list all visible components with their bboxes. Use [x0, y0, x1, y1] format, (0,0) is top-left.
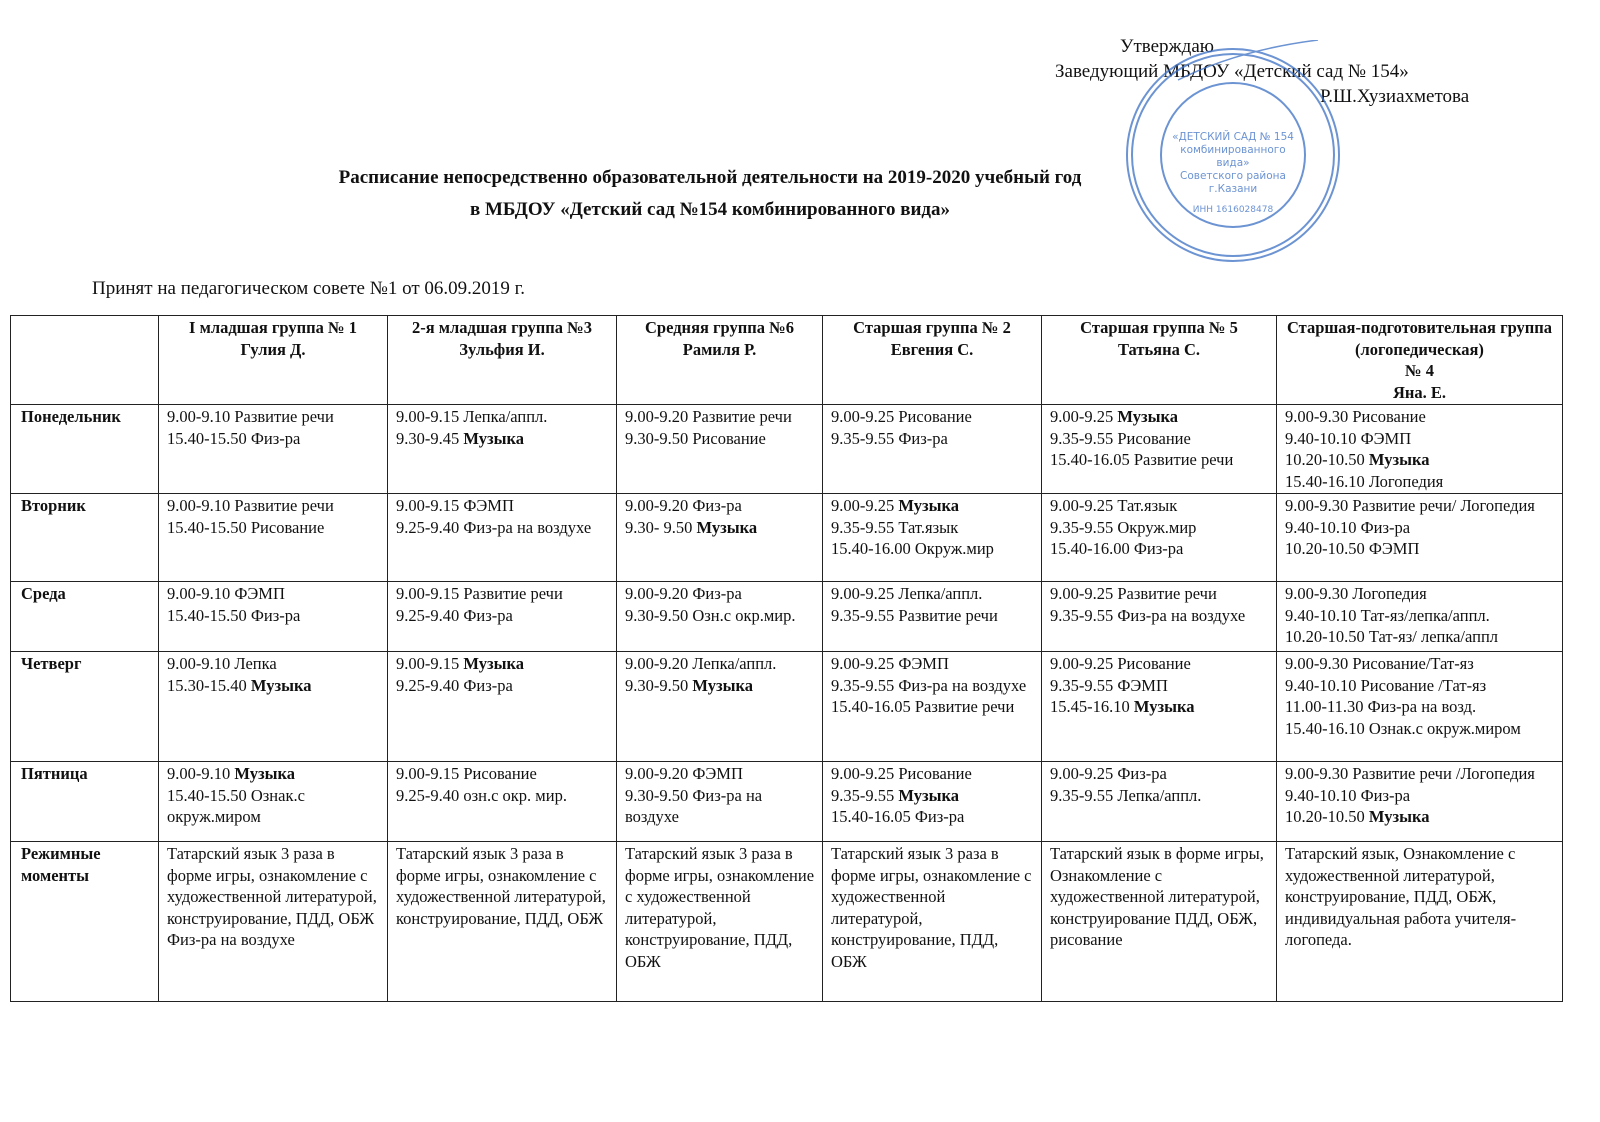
- schedule-cell: [1277, 405, 1563, 494]
- activity-entry: 9.30-9.50 Рисование: [625, 428, 766, 448]
- activity-entry: 9.00-9.25 Рисование: [1050, 654, 1191, 673]
- activity-entry: 9.30-9.45 Музыка: [396, 428, 525, 448]
- schedule-cell: [1042, 582, 1277, 652]
- activity-highlight: Музыка: [898, 496, 960, 515]
- table-row: [11, 762, 1563, 842]
- document-title: [0, 162, 1420, 226]
- activity-highlight: Музыка: [898, 785, 960, 805]
- day-label: Вторник: [11, 494, 159, 582]
- activity-entry: 9.00-9.15 Рисование: [396, 764, 537, 783]
- day-label: Пятница: [11, 762, 159, 842]
- activity-entry: 9.40-10.10 ФЭМП: [1285, 428, 1412, 448]
- activity-entry: 9.00-9.25 Музыка: [1050, 407, 1179, 426]
- table-row: [11, 652, 1563, 762]
- activity-entry: Татарский язык в форме игры, Ознакомление с художественной литературой, конструирование ПДД, ОБЖ, рисование: [1050, 844, 1264, 949]
- activity-entry: 9.30-9.50 Музыка: [625, 675, 754, 695]
- header-line: Зульфия И.: [459, 339, 545, 359]
- activity-highlight: Музыка: [1368, 807, 1430, 826]
- activity-entry: 15.40-16.05 Развитие речи: [1050, 450, 1234, 469]
- schedule-cell: [159, 842, 388, 1002]
- schedule-cell: [823, 582, 1042, 652]
- activity-entry: 9.35-9.55 Музыка: [831, 785, 960, 805]
- activity-entry: 9.00-9.30 Рисование/Тат-яз: [1285, 654, 1474, 673]
- schedule-cell: [388, 405, 617, 494]
- activity-entry: 9.25-9.40 озн.с окр. мир.: [396, 785, 567, 805]
- schedule-cell: [159, 762, 388, 842]
- activity-entry: 15.40-16.10 Логопедия: [1285, 471, 1444, 491]
- schedule-cell: [388, 582, 617, 652]
- activity-entry: 9.00-9.25 Развитие речи: [1050, 584, 1217, 603]
- activity-entry: 15.40-16.05 Физ-ра: [831, 807, 965, 826]
- schedule-cell: [1277, 842, 1563, 1002]
- schedule-cell: [1042, 494, 1277, 582]
- activity-entry: 9.00-9.20 Физ-ра: [625, 584, 742, 603]
- activity-entry: 9.35-9.55 Физ-ра на воздухе: [831, 675, 1027, 695]
- activity-entry: 9.00-9.20 Лепка/аппл.: [625, 654, 777, 673]
- header-line: № 4: [1405, 361, 1434, 380]
- schedule-cell: [823, 652, 1042, 762]
- activity-entry: 9.25-9.40 Физ-ра на воздухе: [396, 517, 592, 537]
- activity-entry: 9.40-10.10 Тат-яз/лепка/аппл.: [1285, 605, 1490, 625]
- group-header: [1042, 316, 1277, 405]
- activity-entry: 9.00-9.20 Развитие речи: [625, 407, 792, 426]
- approval-line-2: Заведующий МБДОУ «Детский сад № 154»: [1055, 61, 1409, 82]
- activity-entry: 11.00-11.30 Физ-ра на возд.: [1285, 697, 1477, 716]
- header-line: Гулия Д.: [240, 339, 306, 359]
- activity-entry: 9.00-9.30 Рисование: [1285, 407, 1426, 426]
- schedule-cell: [617, 652, 823, 762]
- schedule-cell: [388, 494, 617, 582]
- activity-entry: 9.30-9.50 Физ-ра на воздухе: [625, 785, 763, 826]
- title-line-1: Расписание непосредственно образовательной деятельности на 2019-2020 учебный год: [338, 167, 1082, 188]
- day-label: Режимные моменты: [11, 842, 159, 1002]
- schedule-cell: [159, 582, 388, 652]
- schedule-cell: [617, 762, 823, 842]
- title-line-2: в МБДОУ «Детский сад №154 комбинированного вида»: [469, 199, 951, 220]
- activity-entry: 15.40-15.50 Рисование: [167, 517, 325, 537]
- activity-entry: 9.00-9.25 Рисование: [831, 764, 972, 783]
- activity-entry: 9.00-9.25 Тат.язык: [1050, 496, 1178, 515]
- header-line: Татьяна С.: [1117, 339, 1201, 359]
- activity-entry: 15.30-15.40 Музыка: [167, 675, 312, 695]
- activity-entry: 15.40-15.50 Физ-ра: [167, 605, 301, 625]
- activity-entry: 10.20-10.50 Тат-яз/ лепка/аппл: [1285, 627, 1499, 646]
- schedule-cell: [1042, 842, 1277, 1002]
- header-line: Средняя группа №6: [645, 318, 794, 337]
- header-line: I младшая группа № 1: [189, 318, 357, 337]
- group-header: [823, 316, 1042, 405]
- header-line: Евгения С.: [890, 339, 974, 359]
- activity-highlight: Музыка: [463, 654, 525, 673]
- activity-entry: 9.00-9.15 Лепка/аппл.: [396, 407, 548, 426]
- activity-entry: Физ-ра на воздухе: [167, 930, 295, 949]
- activity-entry: 9.00-9.25 Лепка/аппл.: [831, 584, 983, 603]
- stamp-line-4: Советского района: [1180, 170, 1286, 182]
- activity-entry: 9.35-9.55 Тат.язык: [831, 517, 959, 537]
- official-stamp: [1118, 40, 1348, 270]
- activity-entry: 9.40-10.10 Физ-ра: [1285, 785, 1411, 805]
- activity-entry: 9.00-9.10 Развитие речи: [167, 407, 334, 426]
- activity-entry: 9.00-9.25 Музыка: [831, 496, 960, 515]
- activity-highlight: Музыка: [692, 675, 754, 695]
- schedule-cell: [159, 405, 388, 494]
- header-line: Рамиля Р.: [682, 339, 757, 359]
- schedule-cell: [159, 652, 388, 762]
- activity-entry: 9.40-10.10 Физ-ра: [1285, 517, 1411, 537]
- activity-entry: 9.35-9.55 Физ-ра на воздухе: [1050, 605, 1246, 625]
- activity-entry: 15.45-16.10 Музыка: [1050, 697, 1195, 716]
- schedule-cell: [388, 842, 617, 1002]
- schedule-cell: [823, 494, 1042, 582]
- schedule-cell: [617, 405, 823, 494]
- activity-entry: 15.40-15.50 Физ-ра: [167, 428, 301, 448]
- activity-entry: Татарский язык, Ознакомление с художественной литературой, конструирование, ПДД, ОБЖ, индивидуальная работа учителя-логопеда.: [1285, 844, 1517, 949]
- group-header: [159, 316, 388, 405]
- header-line: Старшая-подготовительная группа (логопедическая): [1286, 318, 1553, 359]
- activity-entry: 9.00-9.10 Музыка: [167, 764, 296, 783]
- stamp-line-2: комбинированного: [1180, 144, 1286, 156]
- table-row: [11, 842, 1563, 1002]
- stamp-line-3: вида»: [1216, 157, 1250, 169]
- header-line: Старшая группа № 2: [853, 318, 1011, 337]
- schedule-cell: [159, 494, 388, 582]
- schedule-cell: [823, 405, 1042, 494]
- activity-entry: 9.35-9.55 Окруж.мир: [1050, 517, 1197, 537]
- activity-entry: 9.00-9.25 Рисование: [831, 407, 972, 426]
- header-line: 2-я младшая группа №3: [411, 318, 593, 337]
- activity-entry: 15.40-16.10 Ознак.с окруж.миром: [1285, 718, 1521, 738]
- activity-entry: 9.00-9.10 Лепка: [167, 654, 277, 673]
- approval-line-1: Утверждаю: [1120, 36, 1214, 57]
- activity-highlight: Музыка: [234, 764, 296, 783]
- schedule-cell: [1042, 762, 1277, 842]
- activity-entry: Татарский язык 3 раза в форме игры, ознакомление с художественной литературой, конструирование, ПДД, ОБЖ: [831, 844, 1032, 971]
- activity-entry: 10.20-10.50 ФЭМП: [1285, 539, 1420, 558]
- activity-entry: 9.00-9.30 Логопедия: [1285, 584, 1427, 603]
- activity-highlight: Музыка: [1133, 697, 1195, 716]
- accepted-note: Принят на педагогическом совете №1 от 06.09.2019 г.: [92, 278, 526, 299]
- activity-entry: 9.00-9.10 ФЭМП: [167, 584, 285, 603]
- schedule-cell: [617, 842, 823, 1002]
- schedule-cell: [1042, 405, 1277, 494]
- day-label: Среда: [11, 582, 159, 652]
- activity-entry: 9.00-9.15 ФЭМП: [396, 496, 514, 515]
- activity-highlight: Музыка: [696, 517, 758, 537]
- schedule-cell: [1042, 652, 1277, 762]
- header-corner: [11, 316, 159, 405]
- activity-entry: Татарский язык 3 раза в форме игры, ознакомление с художественной литературой, конструирование, ПДД, ОБЖ: [625, 844, 815, 971]
- activity-entry: 9.00-9.30 Развитие речи/ Логопедия: [1285, 496, 1535, 515]
- activity-entry: Татарский язык 3 раза в форме игры, ознакомление с художественной литературой, конструирование, ПДД, ОБЖ: [167, 844, 377, 928]
- activity-entry: 10.20-10.50 Музыка: [1285, 807, 1430, 826]
- schedule-table: [10, 315, 1563, 1002]
- activity-entry: 15.40-15.50 Ознак.с окруж.миром: [167, 785, 305, 826]
- activity-entry: 9.35-9.55 Физ-ра: [831, 428, 948, 448]
- day-label: Четверг: [11, 652, 159, 762]
- activity-entry: 9.35-9.55 ФЭМП: [1050, 675, 1168, 695]
- activity-entry: 15.40-16.05 Развитие речи: [831, 697, 1015, 716]
- table-header-row: [11, 316, 1563, 405]
- activity-entry: 9.00-9.15 Музыка: [396, 654, 525, 673]
- activity-highlight: Музыка: [1117, 407, 1179, 426]
- schedule-cell: [823, 842, 1042, 1002]
- schedule-cell: [388, 652, 617, 762]
- group-header: [617, 316, 823, 405]
- activity-entry: 9.00-9.25 ФЭМП: [831, 654, 949, 673]
- activity-entry: 9.40-10.10 Рисование /Тат-яз: [1285, 675, 1487, 695]
- activity-entry: 9.35-9.55 Развитие речи: [831, 605, 998, 625]
- schedule-cell: [1277, 762, 1563, 842]
- table-row: [11, 582, 1563, 652]
- activity-entry: 9.30- 9.50 Музыка: [625, 517, 758, 537]
- activity-entry: 9.30-9.50 Озн.с окр.мир.: [625, 605, 796, 625]
- schedule-cell: [617, 582, 823, 652]
- activity-highlight: Музыка: [1368, 450, 1430, 469]
- table-row: [11, 405, 1563, 494]
- stamp-line-5: г.Казани: [1208, 183, 1258, 195]
- activity-entry: 9.00-9.10 Развитие речи: [167, 496, 334, 515]
- schedule-cell: [388, 762, 617, 842]
- activity-entry: 9.00-9.20 Физ-ра: [625, 496, 742, 515]
- stamp-line-1: «ДЕТСКИЙ САД № 154: [1172, 131, 1294, 143]
- schedule-cell: [823, 762, 1042, 842]
- schedule-cell: [1277, 652, 1563, 762]
- activity-entry: 9.35-9.55 Лепка/аппл.: [1050, 785, 1202, 805]
- header-line: Яна. Е.: [1392, 382, 1447, 402]
- activity-entry: Татарский язык 3 раза в форме игры, ознакомлениe с художественной литературой, конструирование, ПДД, ОБЖ: [396, 844, 606, 928]
- header-line: Старшая группа № 5: [1080, 318, 1238, 337]
- activity-entry: 9.00-9.15 Развитие речи: [396, 584, 563, 603]
- activity-entry: 10.20-10.50 Музыка: [1285, 450, 1430, 469]
- stamp-inn: ИНН 1616028478: [1192, 205, 1274, 215]
- activity-entry: 9.25-9.40 Физ-ра: [396, 675, 513, 695]
- schedule-cell: [617, 494, 823, 582]
- activity-highlight: Музыка: [250, 675, 312, 695]
- activity-entry: 15.40-16.00 Физ-ра: [1050, 539, 1184, 558]
- activity-entry: 9.25-9.40 Физ-ра: [396, 605, 513, 625]
- activity-entry: 9.00-9.25 Физ-ра: [1050, 764, 1167, 783]
- activity-highlight: Музыка: [463, 428, 525, 448]
- schedule-cell: [1277, 494, 1563, 582]
- approval-line-3: Р.Ш.Хузиахметова: [1320, 86, 1470, 107]
- activity-entry: 9.00-9.30 Развитие речи /Логопедия: [1285, 764, 1535, 783]
- table-row: [11, 494, 1563, 582]
- day-label: Понедельник: [11, 405, 159, 494]
- group-header: [1277, 316, 1563, 405]
- activity-entry: 9.35-9.55 Рисование: [1050, 428, 1191, 448]
- activity-entry: 15.40-16.00 Окруж.мир: [831, 539, 994, 558]
- activity-entry: 9.00-9.20 ФЭМП: [625, 764, 743, 783]
- group-header: [388, 316, 617, 405]
- schedule-cell: [1277, 582, 1563, 652]
